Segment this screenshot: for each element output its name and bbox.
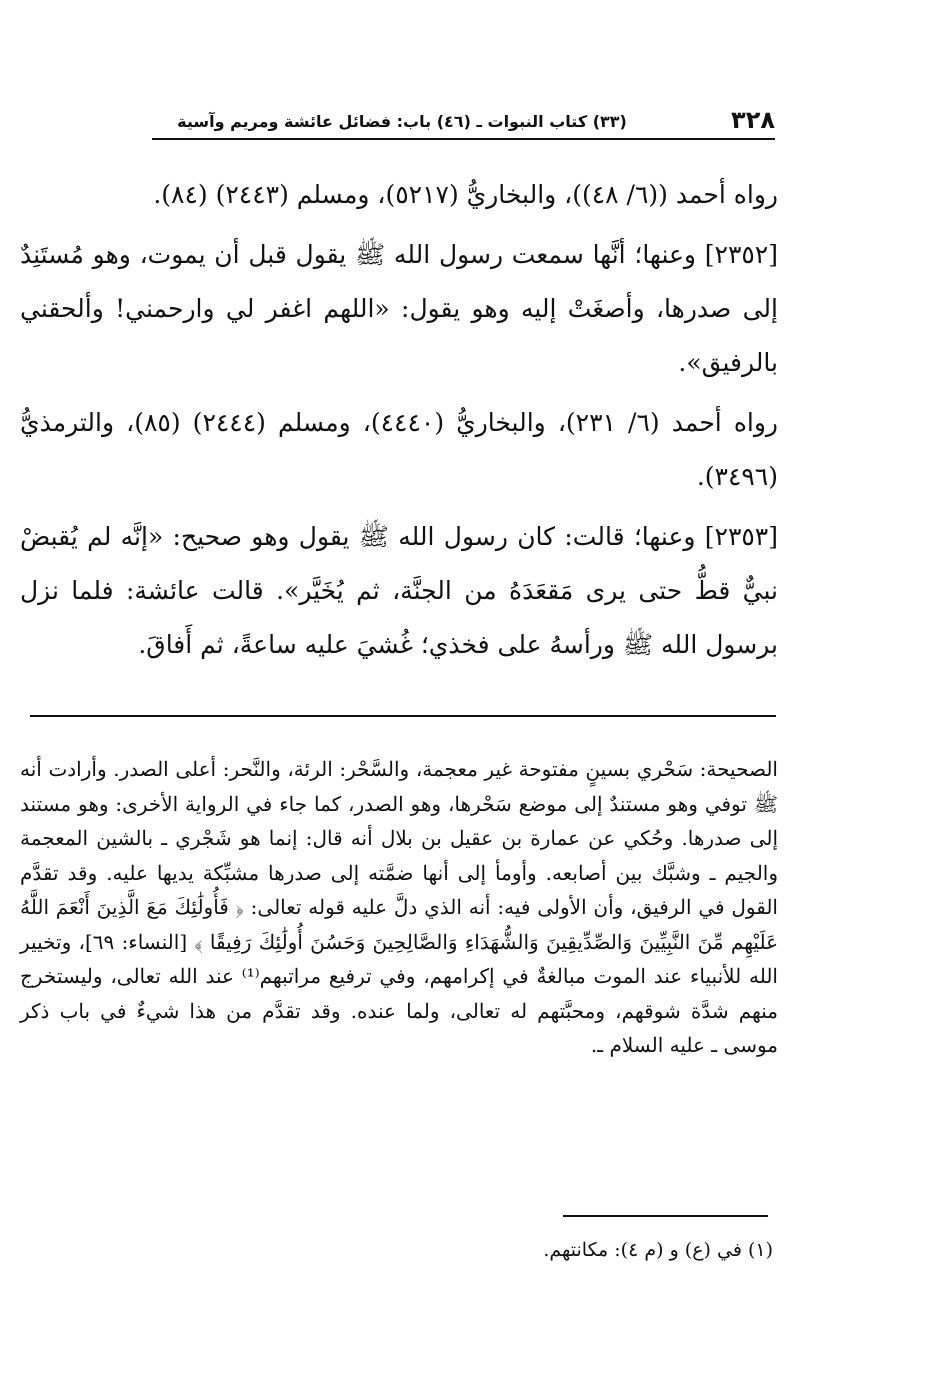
commentary-divider [30,715,776,717]
footnote: (١) في (ع) و (م ٤): مكانتهم. [543,1239,773,1261]
hadith-source-2352: رواه أحمد (٦/ ٢٣١)، والبخاريُّ (٤٤٤٠)، ومسلم (٢٤٤٤) (٨٥)، والترمذيُّ (٣٤٩٦). [20,408,779,491]
hadith-2353: [٢٣٥٣] وعنها؛ قالت: كان رسول الله ﷺ يقول وهو صحيح: «إنَّه لم يُقبضْ نبيٌّ قطُّ حتى يرى مَقعَدَهُ من الجنَّة، ثم يُخَيَّر». قالت عائشة: فلما نزل برسول الله ﷺ ورأسهُ على فخذي؛ غُشيَ عليه ساعةً، ثم أَفاقَ. [20,522,778,659]
page-header [152,102,775,140]
main-text [20,168,778,678]
hadith-source-2351: رواه أحمد ((٦/ ٤٨))، والبخاريُّ (٥٢١٧)، ومسلم (٢٤٤٣) (٨٤). [153,180,778,209]
hadith-2352: [٢٣٥٢] وعنها؛ أنَّها سمعت رسول الله ﷺ يقول قبل أن يموت، وهو مُستَنِدٌ إلى صدرها، وأصغَتْ إليه وهو يقول: «اللهم اغفر لي وارحمني! وألحقني بالرفيق». [20,240,778,377]
page-number: ٣٢٨ [731,106,775,134]
commentary-text: الصحيحة: سَحْري بسينٍ مفتوحة غير معجمة، والسَّحْر: الرئة، والنَّحر: أعلى الصدر. وأرادت أنه ﷺ توفي وهو مستندٌ إلى موضع سَحْرها، وهو الصدر، كما جاء في الرواية الأخرى: وهو مستند إلى صدرها. وحُكي عن عمارة بن عقيل بن بلال أنه قال: إنما هو شَجْري ـ بالشين المعجمة والجيم ـ وشبَّك بين أصابعه. وأومأ إلى أنها ضمَّته إلى صدرها مشبِّكة يديها عليه. وقد تقدَّم القول في الرفيق، وأن الأولى فيه: أنه الذي دلَّ عليه قوله تعالى: ﴿ فَأُولَٰئِكَ مَعَ الَّذِينَ أَنْعَمَ اللَّهُ عَلَيْهِم مِّنَ النَّبِيِّينَ وَالصِّدِّيقِينَ وَالشُّهَدَاءِ وَالصَّالِحِينَ وَحَسُنَ أُولَٰئِكَ رَفِيقًا ﴾ [النساء: ٦٩]، وتخيير الله للأنبياء عند الموت مبالغةٌ في إكرامهم، وفي ترفيع مراتبهم⁽¹⁾ عند الله تعالى، وليستخرج منهم شدَّة شوقهم، ومحبَّتهم له تعالى، ولما عنده. وقد تقدَّم من هذا شيءٌ في باب ذكر موسى ـ عليه السلام ـ. [20,757,778,1057]
running-title: (٣٣) كتاب النبوات ـ (٤٦) باب: فضائل عائشة ومريم وآسية [177,112,627,131]
footnote-divider [563,1215,768,1217]
